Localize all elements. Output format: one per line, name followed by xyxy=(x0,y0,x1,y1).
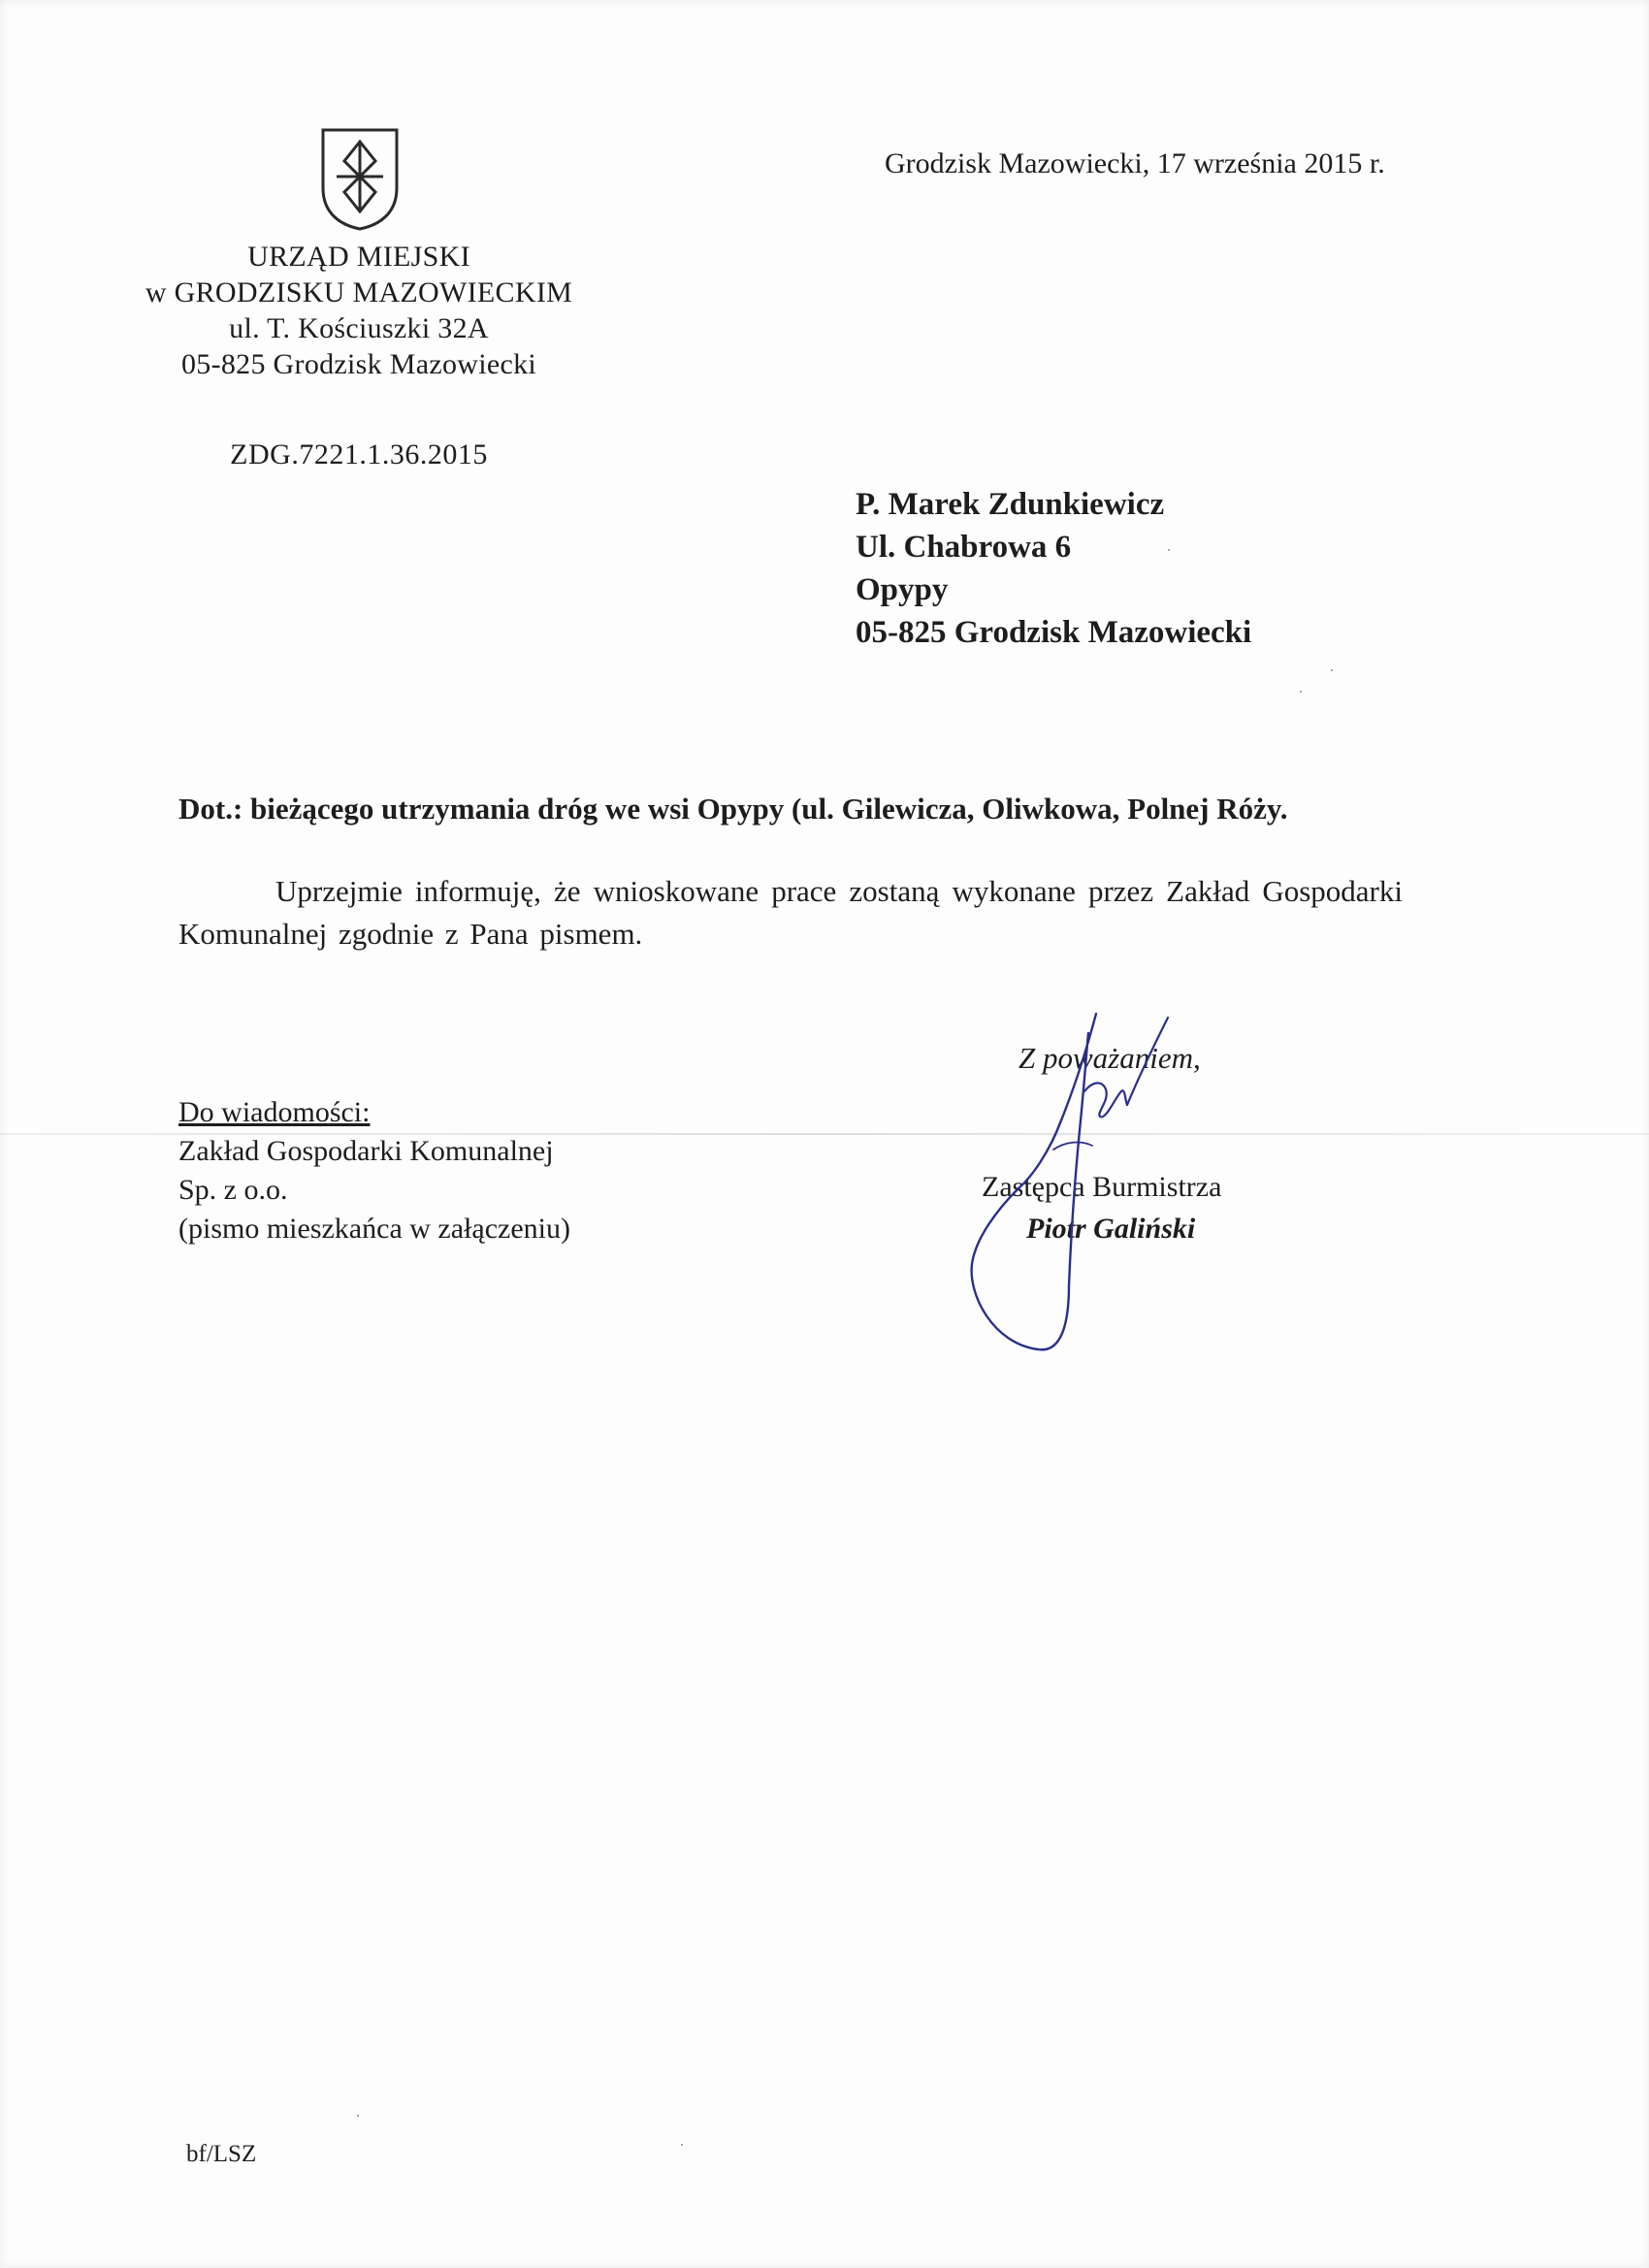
paper-speck xyxy=(357,2115,359,2117)
distribution-line: Zakład Gospodarki Komunalnej xyxy=(178,1135,554,1167)
recipient-postcode: 05-825 Grodzisk Mazowiecki xyxy=(856,615,1252,650)
office-street: ul. T. Kościuszki 32A xyxy=(229,312,489,344)
handwritten-signature xyxy=(960,1004,1251,1363)
reference-number: ZDG.7221.1.36.2015 xyxy=(230,438,488,470)
sender-office-block xyxy=(136,239,582,382)
paper-speck xyxy=(1331,669,1333,671)
place-and-date: Grodzisk Mazowiecki, 17 września 2015 r. xyxy=(885,147,1385,179)
office-postcode: 05-825 Grodzisk Mazowiecki xyxy=(180,348,537,380)
closing-regards: Z poważaniem, xyxy=(1018,1041,1201,1075)
recipient-address xyxy=(856,483,1251,654)
paper-speck xyxy=(1168,549,1170,551)
recipient-name: P. Marek Zdunkiewicz xyxy=(856,487,1165,522)
distribution-list xyxy=(178,1093,570,1248)
letter-body: Uprzejmie informuję, że wnioskowane prace zostaną wykonane przez Zakład Gospodarki Komunalnej zgodnie z Pana pismem. xyxy=(178,874,1403,951)
letter-subject: Dot.: bieżącego utrzymania dróg we wsi Opypy (ul. Gilewicza, Oliwkowa, Polnej Róży. xyxy=(178,792,1288,826)
distribution-line: (pismo mieszkańca w załączeniu) xyxy=(178,1213,570,1245)
office-name: URZĄD MIEJSKI xyxy=(247,241,470,273)
recipient-village: Opypy xyxy=(856,572,949,607)
signatory-name: Piotr Galiński xyxy=(1026,1213,1196,1245)
paper-speck xyxy=(681,2144,683,2146)
signatory-title: Zastępca Burmistrza xyxy=(982,1171,1222,1203)
distribution-line: Sp. z o.o. xyxy=(178,1174,288,1206)
paper-speck xyxy=(1300,691,1302,693)
document-code: bf/LSZ xyxy=(186,2141,257,2167)
grodzisk-coat-of-arms-icon xyxy=(317,124,403,233)
office-city: w GRODZISKU MAZOWIECKIM xyxy=(145,276,573,308)
distribution-heading: Do wiadomości: xyxy=(178,1096,371,1128)
recipient-street: Ul. Chabrowa 6 xyxy=(856,530,1072,565)
